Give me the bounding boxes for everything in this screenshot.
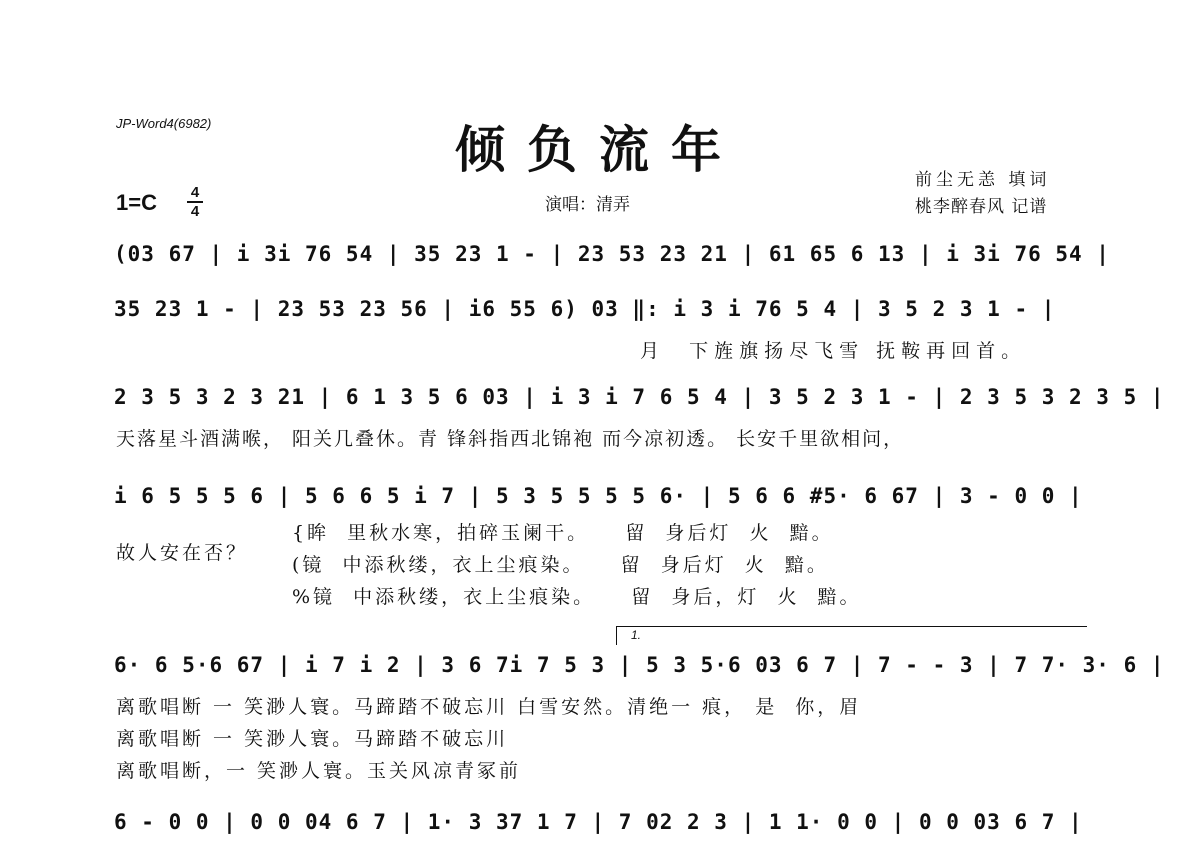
- lyric-row-4-verse-2: (镜 中添秋缕，衣上尘痕染。 留 身后灯 火 黯。: [292, 554, 829, 576]
- time-signature: [186, 184, 204, 220]
- volta-bracket: [616, 626, 1087, 645]
- score-row-2: 35 23 1 - | 23 53 23 56 | i6 55 6) 03 ‖: i 3 i 76 5 4 | 3 5 2 3 1 - |: [114, 297, 1056, 321]
- lyric-row-4-verse-3: %镜 中添秋缕，衣上尘痕染。 留 身后，灯 火 黯。: [292, 586, 862, 608]
- key-signature: 1=C: [116, 190, 157, 215]
- lyric-row-4-verse-1: {眸 里秋水寒，拍碎玉阑干。 留 身后灯 火 黯。: [292, 522, 834, 544]
- lyric-row-4-lead: 故人安在否？: [116, 542, 249, 564]
- score-row-5: 6· 6 5·6 67 | i 7 i 2 | 3 6 7i 7 5 3 | 5 3 5·6 03 6 7 | 7 - - 3 | 7 7· 3· 6 |: [114, 653, 1165, 677]
- software-label: JP-Word4(6982): [116, 116, 212, 131]
- singer-credit: 演唱：清弄: [545, 195, 630, 215]
- volta-label: 1.: [631, 628, 642, 642]
- lyricist-credit: 前尘无恙 填词: [915, 170, 1051, 190]
- lyric-row-3: 天落星斗酒满喉， 阳关几叠休。青 锋斜指西北锦袍 而今凉初透。 长安千里欲相问，: [116, 428, 905, 450]
- lyric-row-2: 月 下旌旗扬尽飞雪 抚鞍再回首。: [640, 340, 1027, 362]
- time-signature-bottom: 4: [190, 203, 200, 220]
- transcriber-credit: 桃李醉春风 记谱: [915, 197, 1048, 217]
- score-row-1: (03 67 | i 3i 76 54 | 35 23 1 - | 23 53 23 21 | 61 65 6 13 | i 3i 76 54 |: [114, 242, 1110, 266]
- lyric-row-5-verse-2: 离歌唱断 一 笑渺人寰。马蹄踏不破忘川: [116, 728, 509, 750]
- score-row-6: 6 - 0 0 | 0 0 04 6 7 | 1· 3 37 1 7 | 7 02 2 3 | 1 1· 0 0 | 0 0 03 6 7 |: [114, 810, 1083, 834]
- song-title: 倾负流年: [455, 120, 743, 179]
- score-row-4: i 6 5 5 5 6 | 5 6 6 5 i 7 | 5 3 5 5 5 5 6· | 5 6 6 #5· 6 67 | 3 - 0 0 |: [114, 484, 1083, 508]
- score-row-3: 2 3 5 3 2 3 21 | 6 1 3 5 6 03 | i 3 i 7 6 5 4 | 3 5 2 3 1 - | 2 3 5 3 2 3 5 |: [114, 385, 1165, 409]
- lyric-row-5-verse-1: 离歌唱断 一 笑渺人寰。马蹄踏不破忘川 白雪安然。清绝一 痕， 是 你，眉: [116, 696, 862, 718]
- time-signature-top: 4: [190, 184, 200, 201]
- lyric-row-5-verse-3: 离歌唱断，一 笑渺人寰。玉关风凉青冢前: [116, 760, 522, 782]
